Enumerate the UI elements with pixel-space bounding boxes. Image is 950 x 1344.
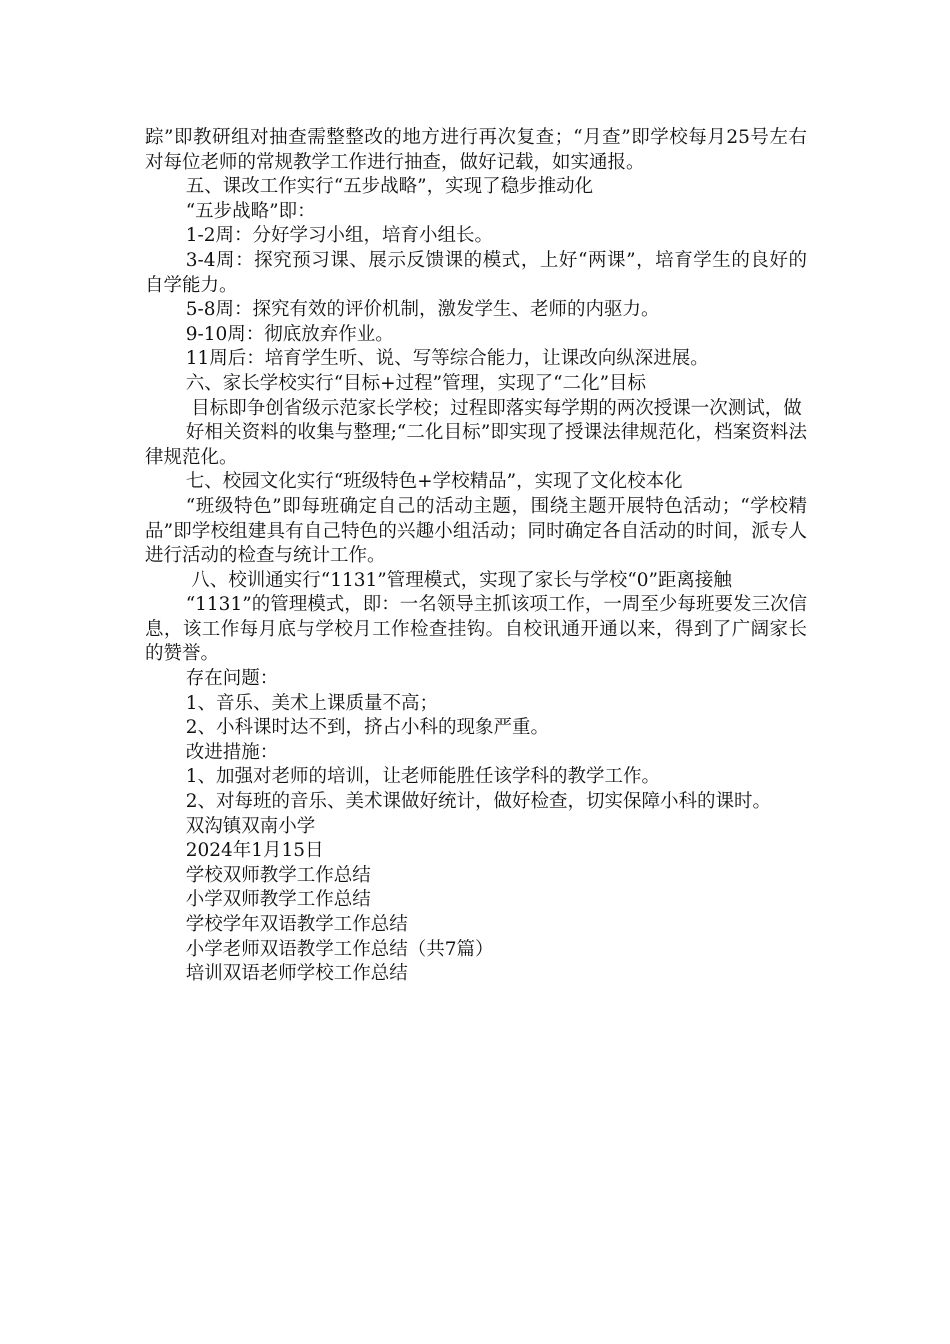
- paragraph-parent-school: 目标即争创省级示范家长学校；过程即落实每学期的两次授课一次测试，做: [191, 397, 802, 419]
- related-title-1: 学校双师教学工作总结: [185, 864, 371, 886]
- list-item-problem-2: 2、小科课时达不到，挤占小科的现象严重。: [185, 717, 549, 739]
- list-item-step-4: 9-10周：彻底放弃作业。: [185, 323, 394, 345]
- related-title-5: 培训双语老师学校工作总结: [185, 963, 408, 985]
- signature-date: 2024年1月15日: [185, 840, 324, 862]
- related-title-3: 学校学年双语教学工作总结: [185, 914, 408, 935]
- heading-measures: 改进措施：: [185, 741, 279, 763]
- paragraph-five-steps-intro: “五步战略”即：: [185, 200, 316, 222]
- paragraph-class-feature: “班级特色”即每班确定自己的活动主题，围绕主题开展特色活动；“学校精品”即学校组建具有自己特色的兴趣小组活动；同时确定各自活动的时间，派专人进行活动的检查与统计工作。: [145, 495, 807, 567]
- paragraph-parent-school-cont: 好相关资料的收集与整理;“二化目标”即实现了授课法律规范化，档案资料法律规范化。: [145, 422, 807, 468]
- heading-section-7: 七、校园文化实行“班级特色+学校精品”，实现了文化校本化: [185, 471, 683, 493]
- heading-section-5: 五、课改工作实行“五步战略”，实现了稳步推动化: [185, 176, 594, 198]
- related-title-2: 小学双师教学工作总结: [185, 889, 371, 911]
- list-item-step-5: 11周后：培育学生听、说、写等综合能力，让课改向纵深进展。: [185, 348, 709, 370]
- heading-section-6: 六、家长学校实行“目标+过程”管理，实现了“二化”目标: [185, 372, 647, 394]
- list-item-step-2: 3-4周：探究预习课、展示反馈课的模式，上好“两课”，培育学生的良好的自学能力。: [145, 249, 807, 296]
- paragraph-1131-model: “1131”的管理模式，即：一名领导主抓该项工作，一周至少每班要发三次信息，该工作每月底与学校月工作检查挂钩。自校讯通开通以来，得到了广阔家长的赞誉。: [145, 594, 807, 665]
- document-body: [145, 126, 807, 987]
- paragraph-inspection: 踪”即教研组对抽查需整整改的地方进行再次复查；“月查”即学校每月25号左右对每位老师的常规教学工作进行抽查，做好记载，如实通报。: [145, 127, 807, 173]
- related-title-4: 小学老师双语教学工作总结（共7篇）: [185, 938, 494, 960]
- list-item-measure-1: 1、加强对老师的培训，让老师能胜任该学科的教学工作。: [185, 766, 660, 788]
- list-item-step-1: 1-2周：分好学习小组，培育小组长。: [185, 225, 493, 247]
- heading-problems: 存在问题：: [185, 668, 279, 690]
- signature-school: 双沟镇双南小学: [185, 815, 316, 837]
- heading-section-8: 八、校训通实行“1131”管理模式，实现了家长与学校“0”距离接触: [191, 569, 732, 591]
- list-item-problem-1: 1、音乐、美术上课质量不高；: [185, 692, 438, 714]
- list-item-step-3: 5-8周：探究有效的评价机制，激发学生、老师的内驱力。: [185, 299, 660, 321]
- list-item-measure-2: 2、对每班的音乐、美术课做好统计，做好检查，切实保障小科的课时。: [185, 791, 771, 813]
